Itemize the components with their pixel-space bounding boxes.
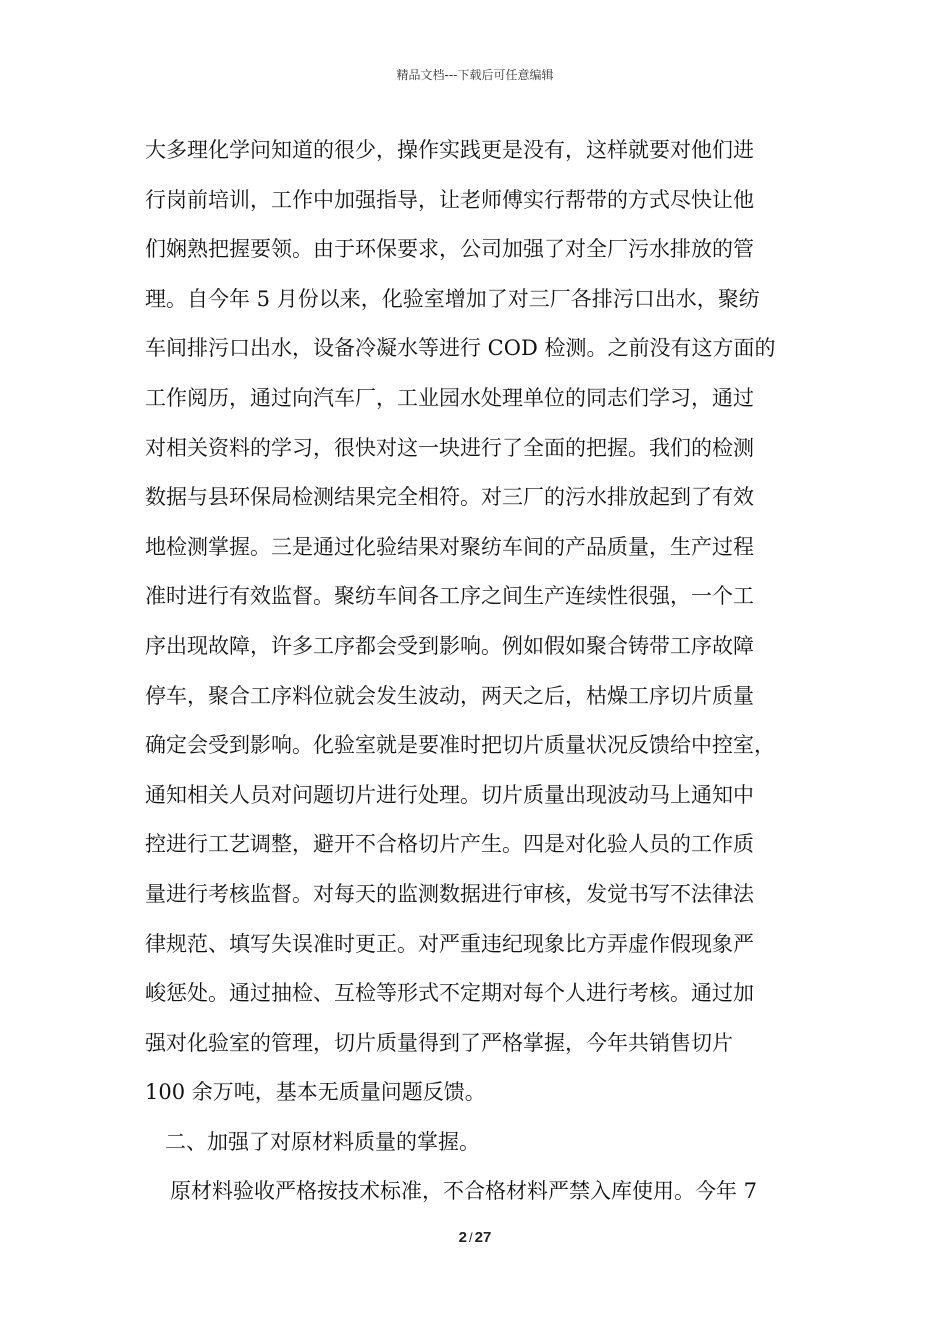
page-separator: /: [469, 1230, 473, 1245]
paragraph-line: 们娴熟把握要领。由于环保要求，公司加强了对全厂污水排放的管: [145, 237, 754, 262]
paragraph-line: 100 余万吨，基本无质量问题反馈。: [145, 1080, 486, 1105]
paragraph-line: 控进行工艺调整，避开不合格切片产生。四是对化验人员的工作质: [145, 832, 754, 857]
paragraph-line: 准时进行有效监督。聚纺车间各工序之间生产连续性很强，一个工: [145, 584, 754, 609]
paragraph-line: 车间排污口出水，设备冷凝水等进行 COD 检测。之前没有这方面的: [145, 336, 776, 361]
current-page-number: 2: [458, 1229, 468, 1246]
section-heading: 二、加强了对原材料质量的掌握。: [165, 1129, 480, 1154]
paragraph-line: 强对化验室的管理，切片质量得到了严格掌握，今年共销售切片: [145, 1030, 733, 1055]
paragraph-line: 律规范、填写失误准时更正。对严重违纪现象比方弄虚作假现象严: [145, 931, 754, 956]
paragraph-line: 序出现故障，许多工序都会受到影响。例如假如聚合铸带工序故障: [145, 633, 754, 658]
paragraph-line: 停车，聚合工序料位就会发生波动，两天之后，枯燥工序切片质量: [145, 683, 754, 708]
body-text: [145, 126, 825, 1217]
paragraph-line: 行岗前培训，工作中加强指导，让老师傅实行帮带的方式尽快让他: [145, 187, 754, 212]
paragraph-line: 大多理化学问知道的很少，操作实践更是没有，这样就要对他们进: [145, 138, 754, 162]
paragraph-line: 理。自今年 5 月份以来，化验室增加了对三厂各排污口出水，聚纺: [145, 286, 760, 311]
paragraph-line: 原材料验收严格按技术标准，不合格材料严禁入库使用。今年 7: [170, 1179, 758, 1204]
paragraph-line: 通知相关人员对问题切片进行处理。切片质量出现波动马上通知中: [145, 782, 754, 807]
paragraph-line: 数据与县环保局检测结果完全相符。对三厂的污水排放起到了有效: [145, 485, 754, 510]
paragraph-line: 地检测掌握。三是通过化验结果对聚纺车间的产品质量，生产过程: [145, 534, 754, 559]
paragraph-line: 量进行考核监督。对每天的监测数据进行审核，发觉书写不法律法: [145, 881, 754, 906]
page-header: 精品文档---下载后可任意编辑: [396, 68, 554, 82]
page-number: [0, 1229, 950, 1246]
paragraph-line: 工作阅历，通过向汽车厂，工业园水处理单位的同志们学习，通过: [145, 385, 754, 410]
paragraph-line: 对相关资料的学习，很快对这一块进行了全面的把握。我们的检测: [145, 435, 754, 460]
paragraph-line: 峻惩处。通过抽检、互检等形式不定期对每个人进行考核。通过加: [145, 981, 754, 1006]
paragraph-line: 确定会受到影响。化验室就是要准时把切片质量状况反馈给中控室，: [145, 733, 775, 758]
total-page-count: 27: [474, 1229, 492, 1246]
